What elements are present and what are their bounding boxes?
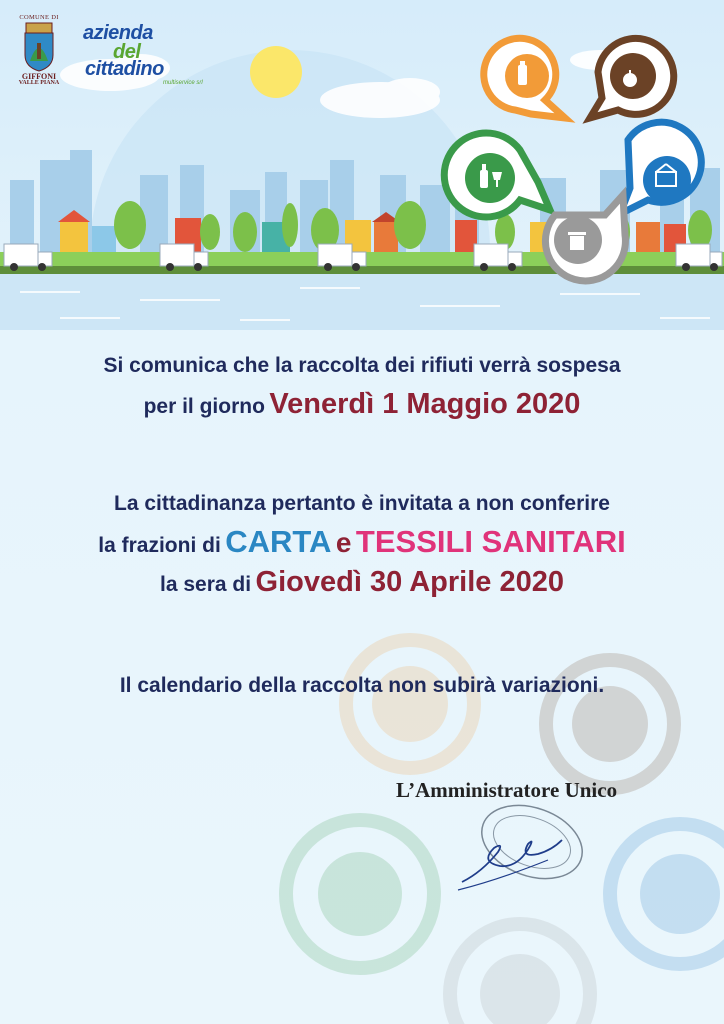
notice-line-6 <box>0 674 724 698</box>
conjunction-e: e <box>335 527 352 558</box>
notice-line-3 <box>0 492 724 516</box>
notice-text-2-prefix: per il giorno <box>143 395 265 418</box>
notice-text-5-prefix: la sera di <box>160 573 252 596</box>
notice-line-1 <box>0 354 724 378</box>
notice-text-1: Si comunica che la raccolta dei rifiuti verrà sospesa <box>103 354 621 377</box>
brand-line-1: azienda <box>83 22 153 44</box>
municipality-crest <box>18 14 60 86</box>
brand-line-3: cittadino <box>85 58 164 80</box>
notice-line-2 <box>0 388 724 421</box>
notice-line-4 <box>0 524 724 560</box>
sun-icon <box>250 46 302 98</box>
brand-tagline: multiservice srl <box>163 80 203 86</box>
notice-line-5 <box>0 566 724 599</box>
crest-top-label: COMUNE DI <box>19 14 59 21</box>
coat-of-arms-icon <box>18 21 60 73</box>
notice-text-4-prefix: la frazioni di <box>98 534 221 557</box>
official-stamp-signature <box>452 794 592 904</box>
signature-title: L’Amministratore Unico <box>396 778 618 802</box>
suspension-date: Venerdì 1 Maggio 2020 <box>269 388 581 420</box>
water <box>0 274 724 330</box>
watermark-recycling-bubbles <box>0 604 724 1024</box>
crest-name-1: GIFFONI <box>21 72 57 81</box>
crest-name-2: VALLE PIANA <box>18 80 60 86</box>
notice-text-3: La cittadinanza pertanto è invitata a non conferire <box>114 492 610 515</box>
evening-date: Giovedì 30 Aprile 2020 <box>255 566 564 598</box>
waste-type-tessili: TESSILI SANITARI <box>355 524 626 559</box>
waste-type-carta: CARTA <box>225 524 332 559</box>
notice-text-6: Il calendario della raccolta non subirà variazioni. <box>119 674 605 697</box>
brand-logo <box>83 22 203 86</box>
trash-bin-icon <box>568 232 586 250</box>
brand-line-2: del <box>113 41 141 63</box>
